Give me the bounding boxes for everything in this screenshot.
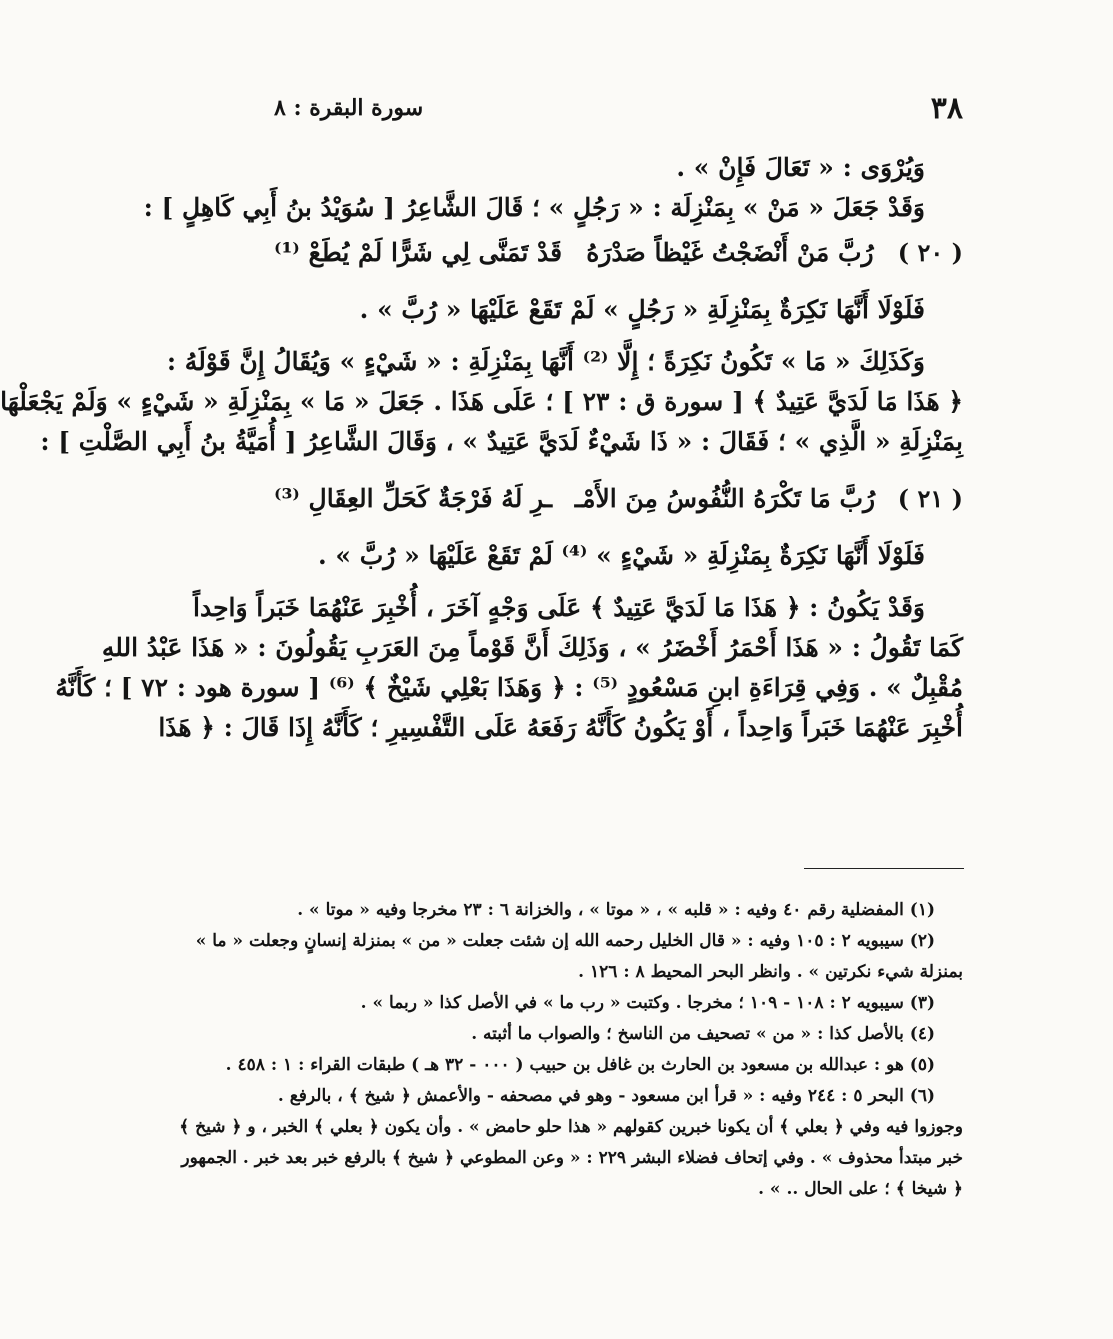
footnote-6: (٦) البحر ٥ : ٢٤٤ وفيه : « قرأ ابن مسعود - وهو في مصحفه - والأعمش ﴿ شيخ ﴾ ، بالرفع . xyxy=(277,1086,935,1106)
footnote-4: (٤) بالأصل كذا : « من » تصحيف من الناسخ ؛ والصواب ما أثبته . xyxy=(471,1024,935,1044)
text-line: بِمَنْزِلَةِ « الَّذِي » ؛ فَقَالَ : « ذَا شَيْءٌ لَدَيَّ عَتِيدٌ » ، وَقَالَ الشَّاعِرُ [ أُمَيَّةُ بنُ أَبِي الصَّلْتِ ] : xyxy=(40,427,963,456)
text-line: أُخْبِرَ عَنْهُمَا خَبَراً وَاحِداً ، أَوْ يَكُونُ كَأَنَّهُ رَفَعَهُ عَلَى التَّفْسِيرِ ؛ كَأَنَّهُ إِذَا قَالَ : ﴿ هَذَا xyxy=(158,713,963,742)
verse-20 xyxy=(274,230,963,274)
text-line: فَلَوْلَا أَنَّهَا نَكِرَةٌ بِمَنْزِلَةِ « رَجُلٍ » لَمْ تَقَعْ عَلَيْهَا « رُبَّ » . xyxy=(359,295,925,324)
main-text xyxy=(0,150,963,750)
footnote-2-cont: بمنزلة شيء نكرتين » . وانظر البحر المحيط ٨ : ١٢٦ . xyxy=(578,962,963,982)
page-header xyxy=(274,88,963,128)
text-line: وَقَدْ يَكُونُ : ﴿ هَذَا مَا لَدَيَّ عَتِيدٌ ﴾ عَلَى وَجْهٍ آخَرَ ، أُخْبِرَ عَنْهُمَا خَبَراً وَاحِداً xyxy=(193,593,925,622)
page-number: ٣٨ xyxy=(930,90,963,126)
text-line: فَلَوْلَا أَنَّهَا نَكِرَةٌ بِمَنْزِلَةِ « شَيْءٍ » ⁽⁴⁾ لَمْ تَقَعْ عَلَيْهَا « رُبَّ » . xyxy=(318,541,925,570)
footnote-6-cont: خبر مبتدأ محذوف » . وفي إتحاف فضلاء البشر ٢٢٩ : « وعن المطوعي ﴿ شيخ ﴾ بالرفع خبر بعد خبر . الجمهور xyxy=(181,1148,963,1168)
text-line: وَكَذَلِكَ « مَا » تَكُونُ نَكِرَةً ؛ إِلَّا ⁽²⁾ أَنَّهَا بِمَنْزِلَةِ : « شَيْءٍ » وَيُقَالُ إِنَّ قَوْلَهُ : xyxy=(166,347,925,376)
footnote-3: (٣) سيبويه ٢ : ١٠٨ - ١٠٩ ؛ مخرجا . وكتبت « رب ما » في الأصل كذا « ربما » . xyxy=(360,993,935,1013)
text-line: مُقْبِلٌ » . وَفِي قِرَاءَةِ ابنِ مَسْعُودٍ ⁽⁵⁾ : ﴿ وَهَذَا بَعْلِي شَيْخٌ ﴾ ⁽⁶⁾ [ سورة هود : ٧٢ ] ؛ كَأَنَّهُ xyxy=(55,673,963,702)
verse-number: ( ٢١ ) xyxy=(897,483,963,513)
footnote-1: (١) المفضلية رقم ٤٠ وفيه : « قلبه » ، « موتا » ، والخزانة ٦ : ٢٣ مخرجا وفيه « موتا » . xyxy=(297,900,935,920)
footnote-5: (٥) هو : عبدالله بن مسعود بن الحارث بن غافل بن حبيب ( ٠٠٠ - ٣٢ هـ ) طبقات القراء : ١ : ٤٥٨ . xyxy=(225,1055,935,1075)
verse-21 xyxy=(274,476,963,520)
verse-second-hemistich: ـرِ لَهُ فَرْجَةٌ كَحَلِّ العِقَالِ ⁽³⁾ xyxy=(274,483,553,513)
verse-number: ( ٢٠ ) xyxy=(897,237,963,267)
verse-first-hemistich: رُبَّ مَا تَكْرَهُ النُّفُوسُ مِنَ الأَمْـ xyxy=(574,483,876,513)
text-line: وَقَدْ جَعَلَ « مَنْ » بِمَنْزِلَة : « رَجُلٍ » ؛ قَالَ الشَّاعِرُ [ سُوَيْدُ بنُ أَبِي كَاهِلٍ ] : xyxy=(143,193,925,222)
footnotes xyxy=(179,898,963,1208)
running-title: سورة البقرة : ٨ xyxy=(274,95,424,121)
verse-second-hemistich: قَدْ تَمَنَّى لِي شَرًّا لَمْ يُطَعْ ⁽¹⁾ xyxy=(274,237,563,267)
verse-first-hemistich: رُبَّ مَنْ أَنْضَجْتُ غَيْظاً صَدْرَهُ xyxy=(586,237,874,267)
text-line: كَمَا تَقُولُ : « هَذَا أَحْمَرُ أَخْضَرُ » ، وَذَلِكَ أَنَّ قَوْماً مِنَ العَرَبِ يَقُولُونَ : « هَذَا عَبْدُ اللهِ xyxy=(101,633,963,662)
text-line: وَيُرْوَى : « تَعَالَ فَإِنْ » . xyxy=(676,153,925,182)
footnote-6-cont: وجوزوا فيه وفي ﴿ بعلي ﴾ أن يكونا خبرين كقولهم « هذا حلو حامض » . وأن يكون ﴿ بعلي ﴾ الخبر ، و ﴿ شيخ ﴾ xyxy=(179,1117,963,1137)
footnote-2: (٢) سيبويه ٢ : ١٠٥ وفيه : « قال الخليل رحمه الله إن شئت جعلت « من » بمنزلة إنسانٍ وجعلت « ما » xyxy=(195,931,935,951)
footnote-6-cont: ﴿ شيخا ﴾ ؛ على الحال .. » . xyxy=(758,1179,963,1199)
footnote-divider xyxy=(804,868,964,869)
text-line: ﴿ هَذَا مَا لَدَيَّ عَتِيدٌ ﴾ [ سورة ق : ٢٣ ] ؛ عَلَى هَذَا . جَعَلَ « مَا » بِمَنْزِلَةِ « شَيْءٍ » وَلَمْ يَجْعَلْهَا xyxy=(0,387,963,416)
